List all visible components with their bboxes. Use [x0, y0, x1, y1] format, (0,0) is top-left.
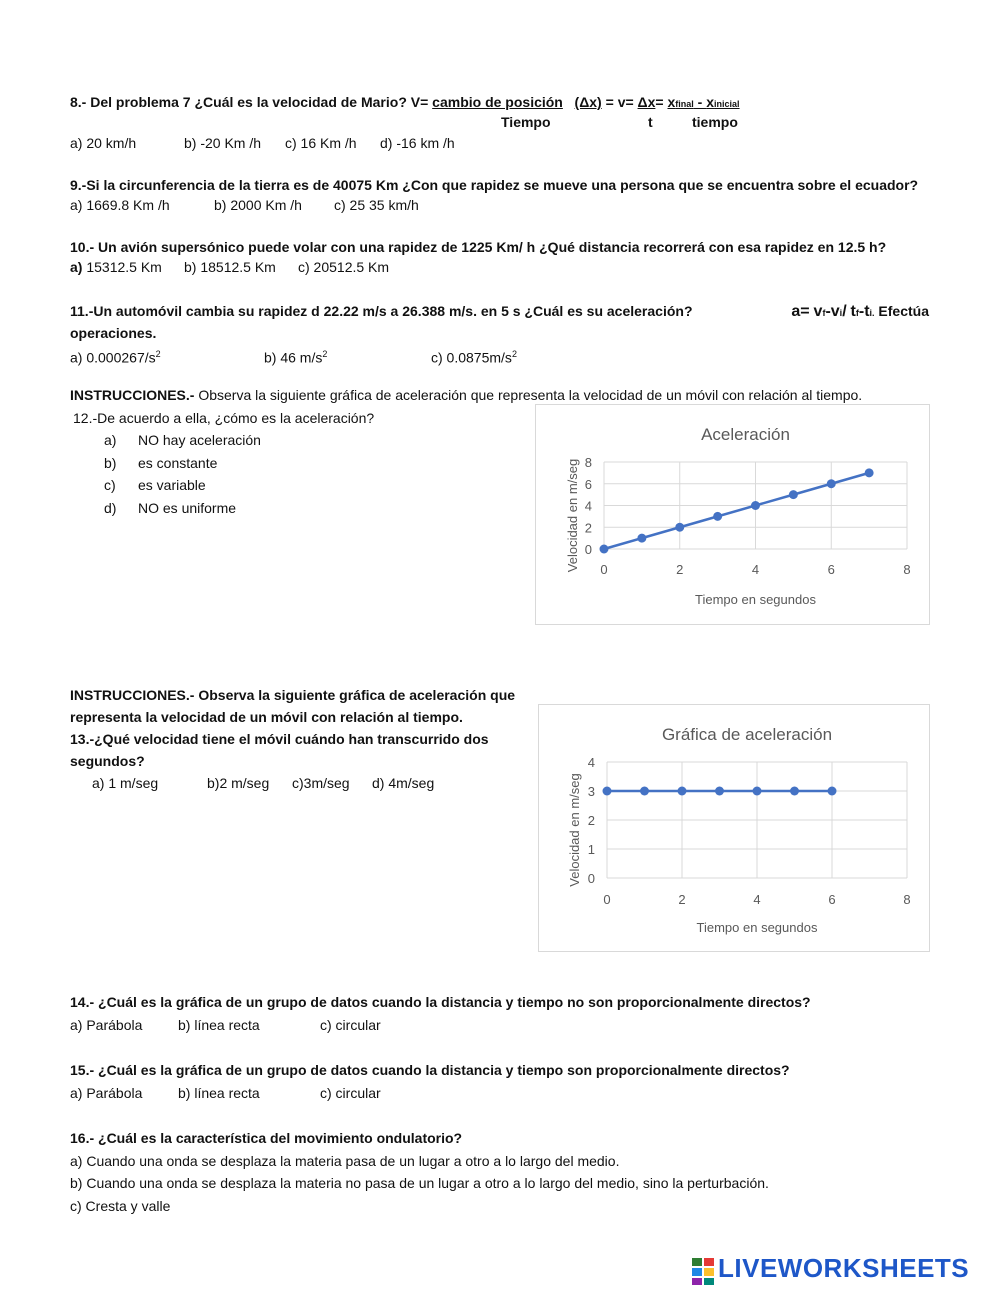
data-point: [865, 468, 874, 477]
q14-option-c[interactable]: c) circular: [320, 1017, 381, 1033]
data-point: [827, 479, 836, 488]
q11-prompt-cont: operaciones.: [70, 325, 157, 341]
q9-prompt: 9.-Si la circunferencia de la tierra es de 40075 Km ¿Con que rapidez se mueve una persona que se encuentra sobre el ecuador?: [70, 177, 919, 193]
y-tick-label: 4: [584, 498, 592, 514]
q16-option-c[interactable]: c) Cresta y valle: [70, 1198, 171, 1214]
liveworksheets-brand[interactable]: LIVEWORKSHEETS: [718, 1253, 970, 1283]
data-point: [675, 523, 684, 532]
q13-option-a[interactable]: a) 1 m/seg: [92, 775, 159, 791]
data-point: [828, 787, 837, 796]
q9-option-a[interactable]: a) 1669.8 Km /h: [70, 197, 170, 213]
data-point: [753, 787, 762, 796]
q14-option-a[interactable]: a) Parábola: [70, 1017, 143, 1033]
q11-option-b[interactable]: b) 46 $m/s^2$: [264, 349, 328, 366]
data-point: [678, 787, 687, 796]
q8-prompt: 8.- Del problema 7 ¿Cuál es la velocidad de Mario? V= cambio de posición (Δx) = v= Δx= xfinal - xinicial: [70, 94, 740, 110]
chart-grafica-aceleracion-svg: [539, 705, 929, 951]
q15-option-c[interactable]: c) circular: [320, 1085, 381, 1101]
y-axis-label: Velocidad en m/seg: [565, 458, 580, 573]
q8-denominator-tiempo: Tiempo: [501, 114, 551, 130]
q13-prompt-line2: segundos?: [70, 753, 145, 769]
data-point: [790, 787, 799, 796]
y-tick-label: 6: [584, 476, 592, 492]
q15-prompt: 15.- ¿Cuál es la gráfica de un grupo de datos cuando la distancia y tiempo son proporcionalmente directos?: [70, 1062, 790, 1078]
x-tick-label: 8: [903, 892, 911, 907]
q8-option-a[interactable]: a) 20 km/h: [70, 135, 137, 151]
data-point: [640, 787, 649, 796]
x-tick-label: 4: [753, 892, 761, 907]
q8-option-d[interactable]: d) -16 km /h: [380, 135, 455, 151]
q14-prompt: 14.- ¿Cuál es la gráfica de un grupo de datos cuando la distancia y tiempo no son proporcionalmente directos?: [70, 994, 811, 1010]
q9-option-c[interactable]: c) 25 35 km/h: [334, 197, 419, 213]
instructions-1: INSTRUCCIONES.- Observa la siguiente gráfica de aceleración que representa la velocidad de un móvil con relación al tiempo.: [70, 387, 863, 403]
q11-prompt: 11.-Un automóvil cambia su rapidez d 22.22 m/s a 26.388 m/s. en 5 s ¿Cuál es su aceleración? a= vf-vi/ tf-ti. Efectúa: [70, 303, 929, 320]
x-tick-label: 6: [827, 562, 835, 577]
q10-option-a[interactable]: a) 15312.5 Km: [70, 259, 162, 275]
x-tick-label: 8: [903, 562, 911, 577]
q16-option-a[interactable]: a) Cuando una onda se desplaza la materia pasa de un lugar a otro a lo largo del medio.: [70, 1153, 620, 1169]
chart-aceleracion-svg: [536, 405, 929, 624]
data-point: [600, 545, 609, 554]
q10-option-b[interactable]: b) 18512.5 Km: [184, 259, 276, 275]
x-axis-label: Tiempo en segundos: [695, 592, 816, 607]
x-tick-label: 6: [828, 892, 836, 907]
q8-denominator-t: t: [648, 114, 653, 130]
q13-prompt-line1: 13.-¿Qué velocidad tiene el móvil cuándo han transcurrido dos: [70, 731, 489, 747]
q15-option-a[interactable]: a) Parábola: [70, 1085, 143, 1101]
q12-option-d[interactable]: d) NO es uniforme: [104, 500, 237, 516]
q12-prompt: 12.-De acuerdo a ella, ¿cómo es la aceleración?: [73, 410, 375, 426]
q12-option-b[interactable]: b) es constante: [104, 455, 218, 471]
y-tick-label: 8: [584, 455, 592, 470]
q16-prompt: 16.- ¿Cuál es la característica del movimiento ondulatorio?: [70, 1130, 463, 1146]
q13-option-c[interactable]: c)3m/seg: [292, 775, 350, 791]
q14-option-b[interactable]: b) línea recta: [178, 1017, 260, 1033]
data-point: [713, 512, 722, 521]
y-tick-label: 2: [584, 520, 592, 536]
chart-aceleracion: [535, 404, 930, 625]
q9-option-b[interactable]: b) 2000 Km /h: [214, 197, 302, 213]
q13-option-d[interactable]: d) 4m/seg: [372, 775, 435, 791]
q16-option-b[interactable]: b) Cuando una onda se desplaza la materia no pasa de un lugar a otro a lo largo del medio, sino la perturbación.: [70, 1175, 769, 1191]
data-point: [789, 490, 798, 499]
q12-option-c[interactable]: c) es variable: [104, 477, 206, 493]
y-tick-label: 0: [584, 542, 592, 557]
liveworksheets-logo-icon: [692, 1256, 716, 1286]
data-point: [751, 501, 760, 510]
q11-option-a[interactable]: a) $0.000267/s^2$: [70, 349, 161, 366]
q15-option-b[interactable]: b) línea recta: [178, 1085, 260, 1101]
x-tick-label: 2: [676, 562, 684, 577]
chart-grafica-aceleracion: [538, 704, 930, 952]
q8-denominator-tiempo2: tiempo: [692, 114, 738, 130]
y-tick-label: 3: [587, 784, 595, 799]
chart-title: Gráfica de aceleración: [661, 725, 833, 744]
q10-prompt: 10.- Un avión supersónico puede volar con una rapidez de 1225 Km/ h ¿Qué distancia recorrerá con esa rapidez en 12.5 h?: [70, 239, 887, 255]
q12-option-a[interactable]: a) NO hay aceleración: [104, 432, 261, 448]
instructions-2-line1: INSTRUCCIONES.- Observa la siguiente gráfica de aceleración que: [70, 687, 516, 703]
q8-option-c[interactable]: c) 16 Km /h: [285, 135, 357, 151]
data-point: [603, 787, 612, 796]
instructions-2-line2: representa la velocidad de un móvil con relación al tiempo.: [70, 709, 463, 725]
q8-option-b[interactable]: b) -20 Km /h: [184, 135, 262, 151]
y-tick-label: 0: [587, 871, 595, 886]
y-tick-label: 4: [587, 755, 595, 770]
y-axis-label: Velocidad en m/seg: [567, 773, 582, 887]
x-tick-label: 4: [751, 562, 760, 577]
data-point: [637, 534, 646, 543]
x-tick-label: 2: [678, 892, 686, 907]
chart-title: Aceleración: [701, 425, 790, 444]
data-point: [715, 787, 724, 796]
q11-option-c[interactable]: c) $0.0875m/s^2$: [431, 349, 517, 366]
y-tick-label: 1: [587, 842, 595, 857]
x-tick-label: 0: [603, 892, 611, 907]
q10-option-c[interactable]: c) 20512.5 Km: [298, 259, 390, 275]
q13-option-b[interactable]: b)2 m/seg: [207, 775, 270, 791]
x-tick-label: 0: [600, 562, 608, 577]
y-tick-label: 2: [587, 813, 595, 828]
x-axis-label: Tiempo en segundos: [696, 920, 818, 935]
